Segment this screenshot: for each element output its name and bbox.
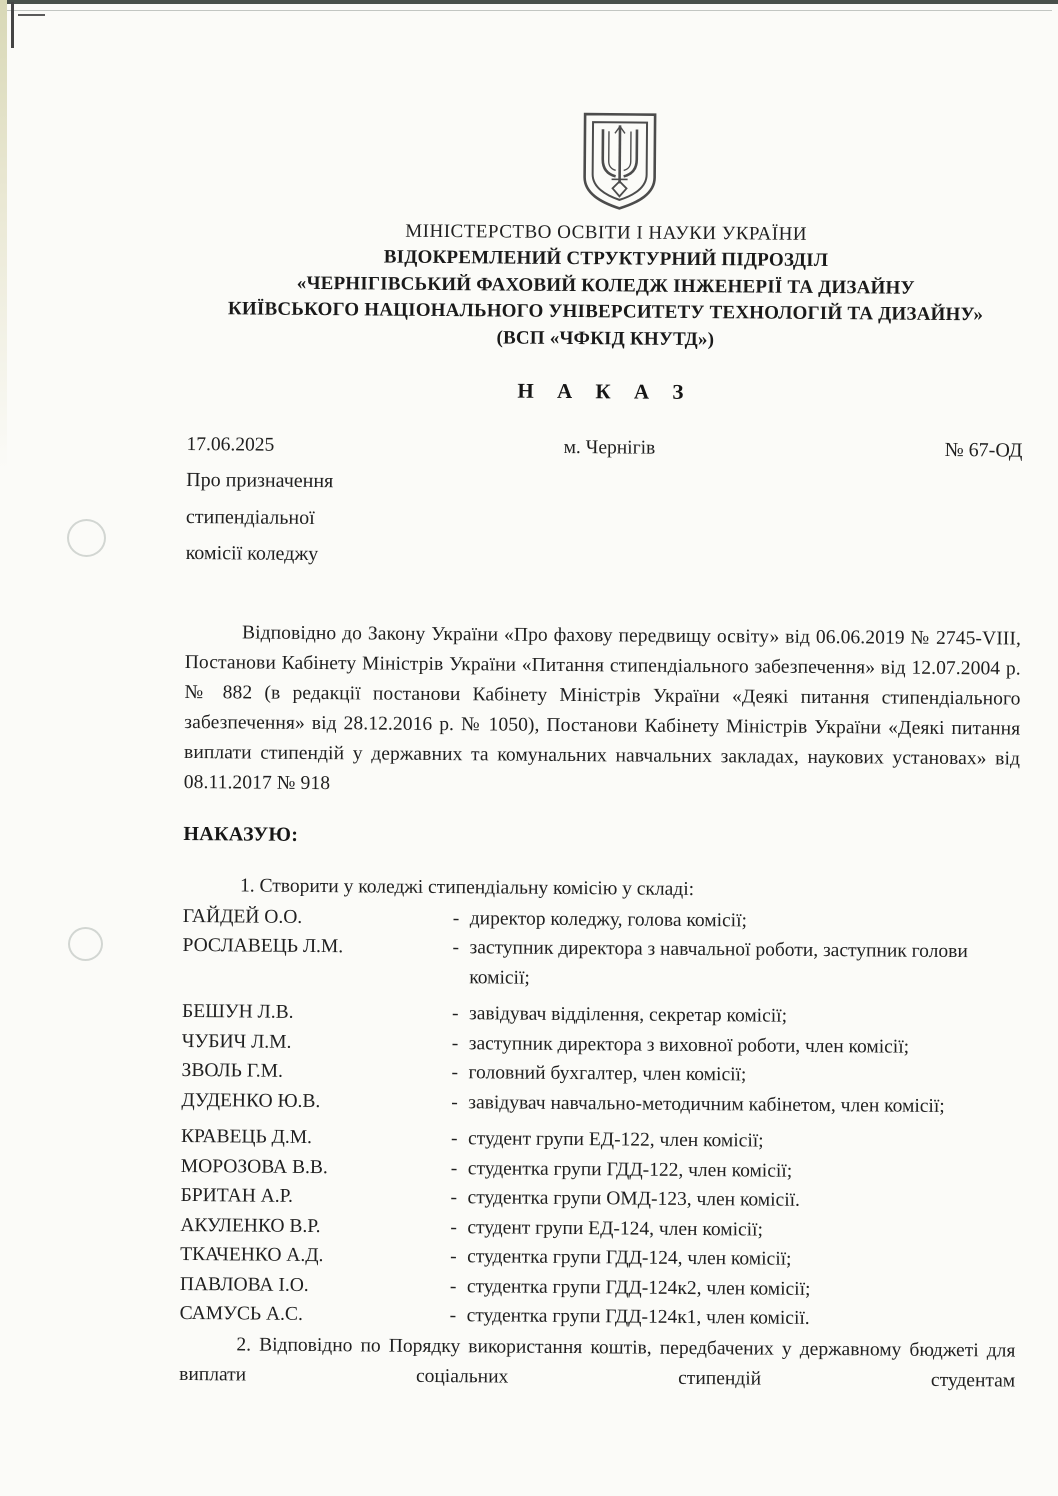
order-item-1: 1. Створити у коледжі стипендіальну комісію у складі:	[239, 874, 695, 900]
commission-list	[180, 901, 1019, 1335]
list-dash: -	[451, 1091, 458, 1113]
order-subject	[186, 462, 507, 574]
scan-left-edge-strip	[0, 0, 7, 470]
member-name: ГАЙДЕЙ О.О.	[182, 905, 303, 928]
punch-hole-bottom	[68, 927, 103, 961]
list-dash: -	[449, 1305, 457, 1327]
list-dash: -	[451, 1032, 459, 1054]
member-name: БРИТАН А.Р.	[180, 1184, 294, 1207]
member-role-text: студентка групи ГДД-124, член комісії;	[467, 1246, 792, 1270]
org-line: ВІДОКРЕМЛЕНИЙ СТРУКТУРНИЙ ПІДРОЗДІЛ	[383, 246, 829, 272]
member-role-text: студент групи ЕД-122, член комісії;	[467, 1128, 764, 1152]
member-role-text: студентка групи ГДД-122, член комісії;	[467, 1157, 793, 1182]
commission-row	[182, 931, 1018, 997]
member-role	[451, 1058, 1017, 1092]
member-name: БЕШУН Л.В.	[181, 1000, 294, 1023]
member-name: МОРОЗОВА В.В.	[180, 1155, 328, 1178]
member-name: АКУЛЕНКО В.Р.	[180, 1214, 321, 1237]
subject-line: Про призначення	[186, 468, 334, 493]
member-name: ЗВОЛЬ Г.М.	[181, 1059, 284, 1082]
member-role	[451, 1124, 1017, 1158]
member-role-text: студентка групи ГДД-124к2, член комісії;	[466, 1275, 811, 1300]
member-role-text: головний бухгалтер, член комісії;	[468, 1062, 747, 1086]
member-role	[450, 1272, 1016, 1306]
member-role	[452, 1029, 1018, 1063]
member-name: КРАВЕЦЬ Д.М.	[180, 1125, 313, 1148]
list-dash: -	[450, 1216, 457, 1238]
member-name: ПАВЛОВА І.О.	[179, 1273, 309, 1296]
meta-row	[186, 433, 1022, 463]
commission-row	[181, 1085, 1017, 1121]
member-name: ЧУБИЧ Л.М.	[181, 1030, 292, 1053]
punch-hole-top	[67, 519, 106, 557]
member-role	[450, 1183, 1016, 1217]
member-role-text: заступник директора з навчальної роботи, заступник голови комісії;	[469, 937, 968, 989]
member-role-text: завідувач відділення, секретар комісії;	[468, 1003, 788, 1027]
member-role-text: студент групи ЕД-124, член комісії;	[467, 1216, 764, 1241]
ministry-name: МІНІСТЕРСТВО ОСВІТИ І НАУКИ УКРАЇНИ	[405, 220, 808, 245]
member-role-text: студентка групи ГДД-124к1, член комісії.	[466, 1305, 810, 1329]
list-dash: -	[452, 907, 460, 929]
member-role-text: студентка групи ОМД-123, член комісії.	[467, 1187, 801, 1211]
list-dash: -	[450, 1187, 458, 1209]
subject-line: комісії коледжу	[185, 541, 319, 566]
member-role	[452, 933, 1018, 996]
member-role	[453, 904, 1019, 938]
member-role	[450, 1301, 1016, 1335]
subject-line: стипендіальної	[185, 505, 315, 529]
ukraine-tryzub-emblem	[578, 111, 661, 212]
order-city: м. Чернігів	[563, 436, 656, 459]
member-role	[450, 1242, 1016, 1276]
member-role	[450, 1213, 1016, 1247]
member-name: ТКАЧЕНКО А.Д.	[180, 1243, 324, 1267]
member-role-text: директор коледжу, голова комісії;	[469, 907, 748, 931]
order-date: 17.06.2025	[186, 433, 275, 456]
member-role-text: завідувач навчально-методичним кабінетом, член комісії;	[468, 1091, 945, 1117]
order-item-2: 2. Відповідно по Порядку використання коштів, передбачених у державному бюджеті для виплати соціальних стипендій студентам	[179, 1333, 1016, 1392]
scan-corner-line	[18, 14, 45, 16]
list-dash: -	[450, 1128, 458, 1150]
list-dash: -	[451, 1003, 459, 1025]
list-dash: -	[449, 1275, 457, 1297]
org-line: «ЧЕРНІГІВСЬКИЙ ФАХОВИЙ КОЛЕДЖ ІНЖЕНЕРІЇ ТА ДИЗАЙНУ	[296, 272, 915, 299]
member-name: САМУСЬ А.С.	[179, 1302, 303, 1325]
org-line: (ВСП «ЧФКІД КНУТД»)	[496, 326, 715, 350]
member-role	[451, 1154, 1017, 1188]
list-dash: -	[451, 1062, 459, 1084]
scan-corner-mark	[11, 2, 14, 48]
org-line: КИЇВСЬКОГО НАЦІОНАЛЬНОГО УНІВЕРСИТЕТУ ТЕХНОЛОГІЙ ТА ДИЗАЙНУ»	[227, 298, 984, 326]
member-name: ДУДЕНКО Ю.В.	[181, 1089, 321, 1112]
order-number: № 67-ОД	[944, 438, 1023, 462]
preamble-paragraph: Відповідно до Закону України «Про фахову передвищу освіту» від 06.06.2019 № 2745-VIII, Постанови Кабінету Міністрів України «Питання стипендіального забезпечення» від 12.07.2004 р. № 882 (в редакції постанови Кабінету Міністрів України «Деякі питання стипендіального забезпечення» від 28.12.2016 р. № 1050), Постанови Кабінету Міністрів України «Деякі питання виплати стипендій у державних та комунальних навчальних закладах, наукових установах» від 08.11.2017 № 918	[183, 621, 1022, 794]
list-dash: -	[450, 1157, 458, 1179]
resolution-heading: НАКАЗУЮ:	[183, 822, 299, 846]
document-title: Н А К А З	[517, 378, 693, 404]
member-role	[451, 1088, 1017, 1122]
list-dash: -	[452, 937, 460, 959]
member-role	[452, 999, 1018, 1033]
member-role-text: заступник директора з виховної роботи, член комісії;	[468, 1032, 910, 1058]
order-document	[179, 0, 1026, 1397]
member-name: РОСЛАВЕЦЬ Л.М.	[182, 934, 344, 958]
list-dash: -	[450, 1246, 457, 1268]
